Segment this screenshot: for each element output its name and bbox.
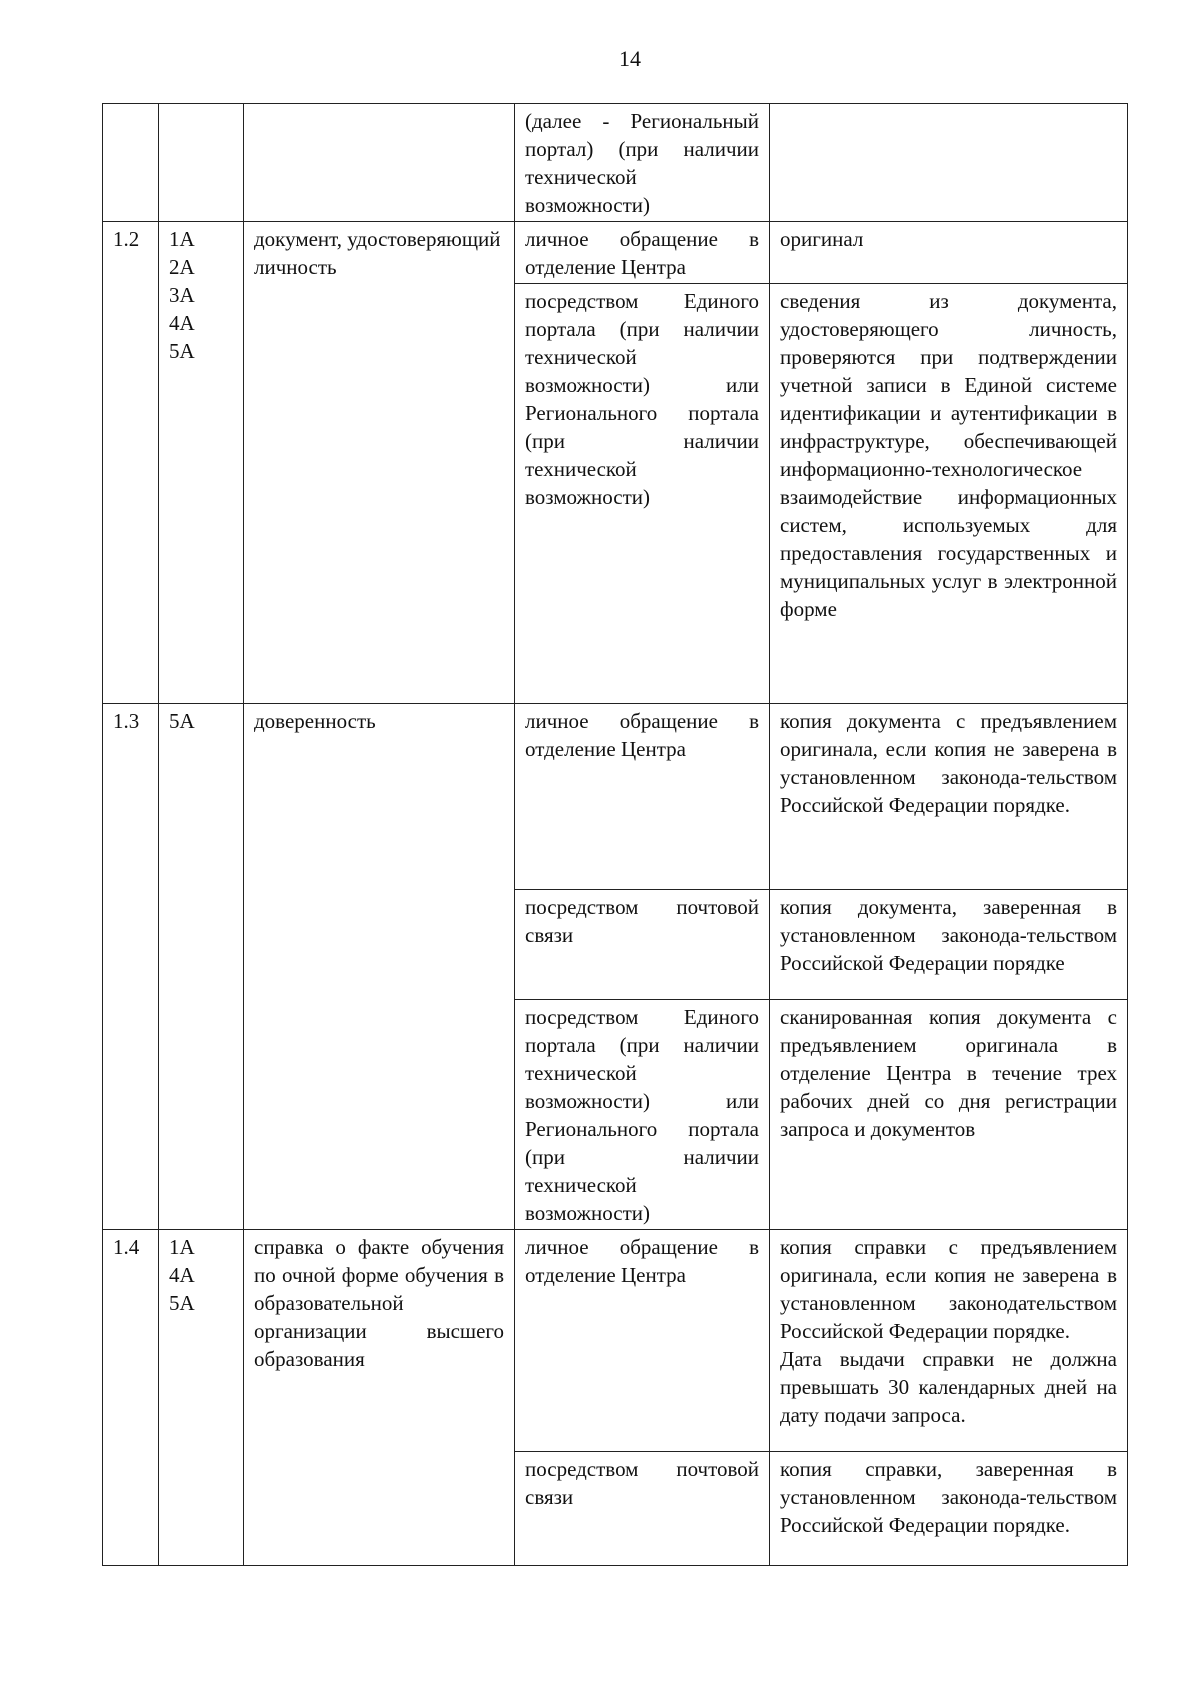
row-number-cell: 1.3 (103, 704, 159, 1230)
table-row (103, 222, 1128, 284)
codes-cell: 1А 2А 3А 4А 5А (159, 222, 244, 704)
form-cell: копия документа, заверенная в установленном законода-тельством Российской Федерации порядке (770, 890, 1128, 1000)
table-row (103, 104, 1128, 222)
form-cell: сведения из документа, удостоверяющего личность, проверяются при подтверждении учетной записи в Единой системе идентификации и аутентификации в инфраструктуре, обеспечивающей информационно-технологическое взаимодействие информационных систем, используемых для предоставления государственных и муниципальных услуг в электронной форме (770, 284, 1128, 704)
form-cell (770, 1230, 1128, 1452)
form-cell (770, 104, 1128, 222)
page-number: 14 (619, 46, 641, 71)
table-row (103, 704, 1128, 890)
codes-cell: 1А 4А 5А (159, 1230, 244, 1566)
document-cell: справка о факте обучения по очной форме обучения в образовательной организации высшего образования (244, 1230, 515, 1566)
form-cell: сканированная копия документа с предъявлением оригинала в отделение Центра в течение трех рабочих дней со дня регистрации запроса и документов (770, 1000, 1128, 1230)
row-number-cell: 1.2 (103, 222, 159, 704)
documents-table (102, 103, 1128, 1566)
row-number-cell (103, 104, 159, 222)
document-cell: доверенность (244, 704, 515, 1230)
form-cell: оригинал (770, 222, 1128, 284)
table-row (103, 1230, 1128, 1452)
method-cell: личное обращение в отделение Центра (515, 704, 770, 890)
document-cell: документ, удостоверяющий личность (244, 222, 515, 704)
method-cell: посредством Единого портала (при наличии технической возможности) или Регионального портала (при наличии технической возможности) (515, 1000, 770, 1230)
method-cell: личное обращение в отделение Центра (515, 222, 770, 284)
method-cell: (далее - Региональный портал) (при наличии технической возможности) (515, 104, 770, 222)
form-cell: копия справки, заверенная в установленном законода-тельством Российской Федерации порядке. (770, 1452, 1128, 1566)
codes-cell (159, 104, 244, 222)
method-cell: посредством Единого портала (при наличии технической возможности) или Регионального портала (при наличии технической возможности) (515, 284, 770, 704)
form-note: Дата выдачи справки не должна превышать 30 календарных дней на дату подачи запроса. (780, 1347, 1117, 1427)
codes-cell: 5А (159, 704, 244, 1230)
form-cell: копия документа с предъявлением оригинала, если копия не заверена в установленном законода-тельством Российской Федерации порядке. (770, 704, 1128, 890)
row-number-cell: 1.4 (103, 1230, 159, 1566)
method-cell: личное обращение в отделение Центра (515, 1230, 770, 1452)
form-text: копия справки с предъявлением оригинала, если копия не заверена в установленном законодательством Российской Федерации порядке. (780, 1235, 1117, 1343)
method-cell: посредством почтовой связи (515, 890, 770, 1000)
method-cell: посредством почтовой связи (515, 1452, 770, 1566)
document-cell (244, 104, 515, 222)
